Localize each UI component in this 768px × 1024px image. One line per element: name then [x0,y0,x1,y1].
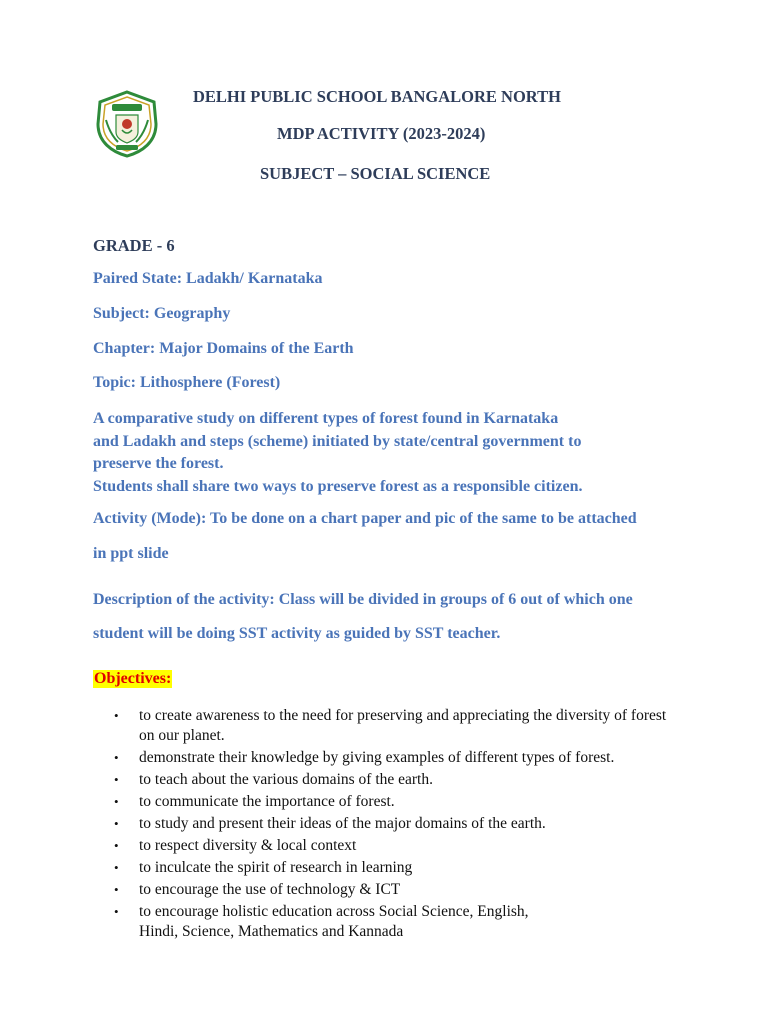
objective-text: on our planet. [139,727,225,744]
study-line: preserve the forest. [93,455,224,472]
objective-text: Hindi, Science, Mathematics and Kannada [139,923,404,940]
objective-text: to respect diversity & local context [139,837,357,854]
chapter-line: Chapter: Major Domains of the Earth [93,340,354,357]
objective-item [114,748,754,768]
objective-text: to encourage holistic education across Social Science, English, [139,903,529,920]
bullet-icon: • [114,772,119,787]
objective-text: to inculcate the spirit of research in learning [139,859,413,876]
activity-description-line-2: student will be doing SST activity as guided by SST teacher. [93,625,501,642]
objective-item [114,858,754,878]
study-line: A comparative study on different types of forest found in Karnataka [93,410,559,427]
activity-description-line-1: Description of the activity: Class will be divided in groups of 6 out of which one [93,591,633,608]
objective-text: to teach about the various domains of the earth. [139,771,433,788]
bullet-icon: • [114,860,119,875]
objective-item [114,770,754,790]
bullet-icon: • [114,816,119,831]
objective-text: to study and present their ideas of the major domains of the earth. [139,815,546,832]
bullet-icon: • [114,708,119,723]
study-line: Students shall share two ways to preserve forest as a responsible citizen. [93,477,583,495]
objectives-heading: Objectives: [94,670,172,687]
objective-item [114,814,754,834]
study-description [93,408,693,498]
bullet-icon: • [114,838,119,853]
objective-text: to create awareness to the need for preserving and appreciating the diversity of forest [139,707,667,724]
objective-item [114,706,754,746]
objective-item [114,880,754,900]
objective-text: to communicate the importance of forest. [139,793,395,810]
bullet-icon: • [114,882,119,897]
activity-mode-line-2: in ppt slide [93,545,169,562]
objectives-list [114,706,754,944]
grade-label: GRADE - 6 [93,236,175,255]
objective-text: to encourage the use of technology & ICT [139,881,401,898]
objective-item [114,792,754,812]
activity-mode-line-1: Activity (Mode): To be done on a chart paper and pic of the same to be attached [93,510,637,527]
study-line: and Ladakh and steps (scheme) initiated by state/central government to [93,432,582,450]
school-name: DELHI PUBLIC SCHOOL BANGALORE NORTH [193,87,561,106]
objective-text: demonstrate their knowledge by giving examples of different types of forest. [139,749,615,766]
subject-line: Subject: Geography [93,305,231,322]
activity-title: MDP ACTIVITY (2023-2024) [277,124,486,143]
bullet-icon: • [114,904,119,919]
paired-state: Paired State: Ladakh/ Karnataka [93,270,323,287]
objective-item [114,902,754,942]
objective-item [114,836,754,856]
topic-line: Topic: Lithosphere (Forest) [93,374,281,391]
school-crest-icon [94,90,160,158]
bullet-icon: • [114,794,119,809]
bullet-icon: • [114,750,119,765]
subject-title: SUBJECT – SOCIAL SCIENCE [260,164,491,183]
